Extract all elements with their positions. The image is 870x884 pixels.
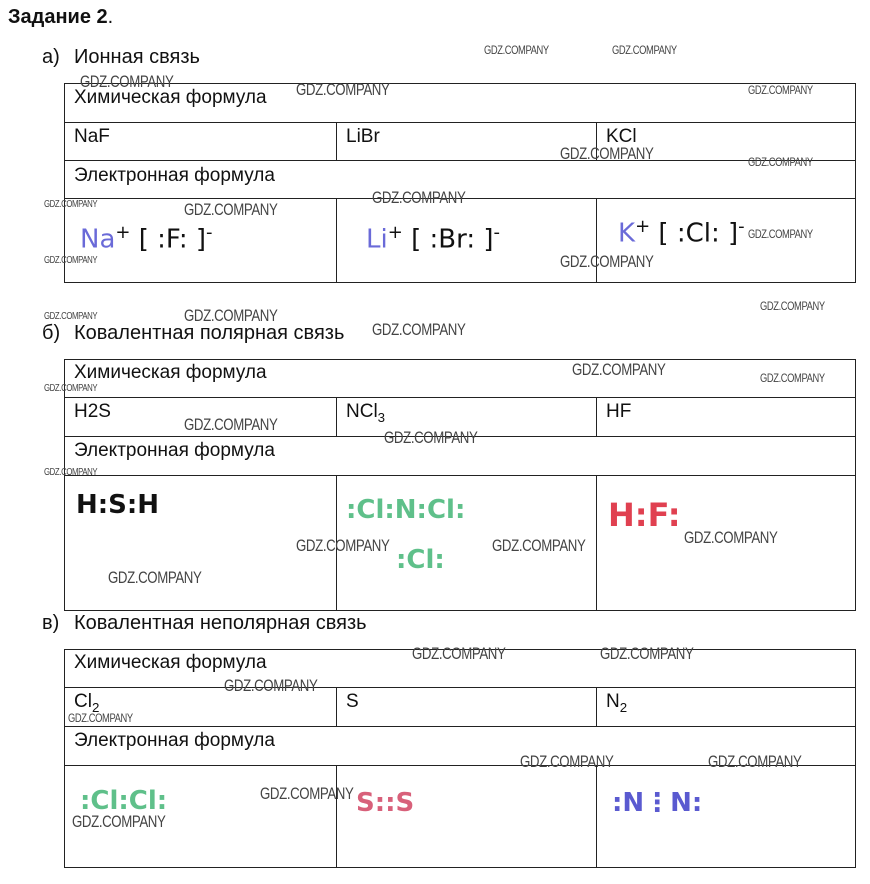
watermark: GDZ.COMPANY: [612, 43, 677, 57]
watermark: GDZ.COMPANY: [44, 199, 98, 210]
row-chem-label: Химическая формула: [74, 362, 267, 383]
watermark: GDZ.COMPANY: [600, 644, 694, 663]
formula-cell: S: [346, 691, 359, 712]
electron-formula-libr: Li+ [ :Br: ]-: [366, 222, 500, 255]
formula-cell: NaF: [74, 126, 110, 147]
formula-cell: H2S: [74, 401, 111, 422]
watermark: GDZ.COMPANY: [760, 371, 825, 385]
section-b-heading: б) Ковалентная полярная связь: [42, 322, 345, 344]
watermark: GDZ.COMPANY: [184, 306, 278, 325]
watermark: GDZ.COMPANY: [684, 528, 778, 547]
watermark: GDZ.COMPANY: [560, 144, 654, 163]
watermark: GDZ.COMPANY: [708, 752, 802, 771]
section-a-heading: а) Ионная связь: [42, 46, 200, 68]
electron-formula-h2s: H:S:H: [76, 490, 160, 520]
watermark: GDZ.COMPANY: [44, 255, 98, 266]
electron-formula-n2: :N⋮N:: [612, 788, 703, 818]
watermark: GDZ.COMPANY: [572, 360, 666, 379]
watermark: GDZ.COMPANY: [68, 711, 133, 725]
watermark: GDZ.COMPANY: [44, 311, 98, 322]
watermark: GDZ.COMPANY: [560, 252, 654, 271]
watermark: GDZ.COMPANY: [224, 676, 318, 695]
watermark: GDZ.COMPANY: [296, 536, 390, 555]
formula-cell: $Cl_2$: [74, 691, 100, 715]
watermark: GDZ.COMPANY: [748, 83, 813, 97]
watermark: GDZ.COMPANY: [296, 80, 390, 99]
watermark: GDZ.COMPANY: [492, 536, 586, 555]
formula-cell: HF: [606, 401, 632, 422]
watermark: GDZ.COMPANY: [108, 568, 202, 587]
electron-formula-naf: Na+ [ :F: ]-: [80, 222, 213, 255]
electron-formula-s: S::S: [356, 788, 415, 818]
formula-cell: LiBr: [346, 126, 380, 147]
row-chem-label: Химическая формула: [74, 87, 267, 108]
watermark: GDZ.COMPANY: [760, 299, 825, 313]
watermark: GDZ.COMPANY: [748, 227, 813, 241]
watermark: GDZ.COMPANY: [44, 383, 98, 394]
watermark: GDZ.COMPANY: [260, 784, 354, 803]
electron-formula-cl2: :Cl:Cl:: [80, 786, 168, 816]
watermark: GDZ.COMPANY: [80, 72, 174, 91]
formula-cell: $N_2$: [606, 691, 628, 715]
watermark: GDZ.COMPANY: [72, 812, 166, 831]
watermark: GDZ.COMPANY: [484, 43, 549, 57]
watermark: GDZ.COMPANY: [44, 467, 98, 478]
electron-formula-kcl: K+ [ :Cl: ]-: [618, 216, 745, 249]
watermark: GDZ.COMPANY: [748, 155, 813, 169]
electron-formula-ncl3-below: :Cl:: [396, 545, 445, 575]
row-elec-label: Электронная формула: [74, 730, 275, 751]
watermark: GDZ.COMPANY: [372, 188, 466, 207]
task-title: Задание 2.: [8, 6, 114, 28]
watermark: GDZ.COMPANY: [384, 428, 478, 447]
formula-cell: NCl$_3$: [346, 401, 386, 425]
watermark: GDZ.COMPANY: [520, 752, 614, 771]
watermark: GDZ.COMPANY: [184, 415, 278, 434]
watermark: GDZ.COMPANY: [412, 644, 506, 663]
row-elec-label: Электронная формула: [74, 440, 275, 461]
row-elec-label: Электронная формула: [74, 165, 275, 186]
electron-formula-ncl3: :Cl:N:Cl:: [346, 495, 466, 525]
formula-cell: KCl: [606, 126, 637, 147]
watermark: GDZ.COMPANY: [184, 200, 278, 219]
watermark: GDZ.COMPANY: [372, 320, 466, 339]
section-c-heading: в) Ковалентная неполярная связь: [42, 612, 367, 634]
electron-formula-hf: H:F:: [608, 496, 681, 534]
row-chem-label: Химическая формула: [74, 652, 267, 673]
